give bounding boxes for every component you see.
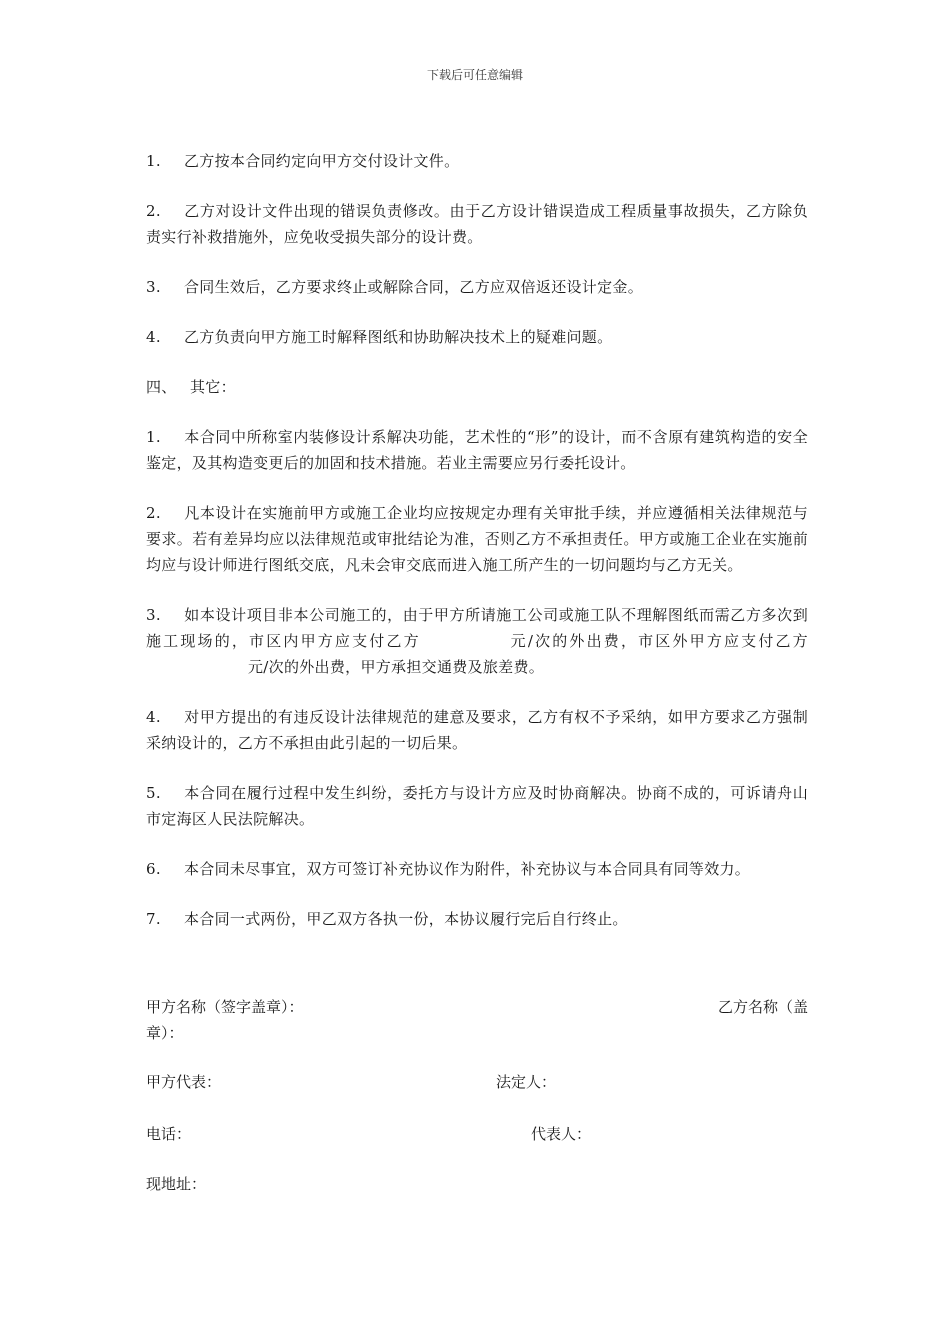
clause-text: 乙方按本合同约定向甲方交付设计文件。 [184, 152, 460, 170]
clause-number: 1. [146, 152, 161, 170]
clause-item [146, 500, 808, 578]
clause-item [146, 148, 808, 174]
clause-text: 本合同在履行过程中发生纠纷，委托方与设计方应及时协商解决。协商不成的，可诉请舟山市定海区人民法院解决。 [146, 784, 808, 828]
clause-item [146, 424, 808, 476]
clause-text: 对甲方提出的有违反设计法律规范的建意及要求，乙方有权不予采纳，如甲方要求乙方强制采纳设计的，乙方不承担由此引起的一切后果。 [146, 708, 808, 752]
clause-text: 凡本设计在实施前甲方或施工企业均应按规定办理有关审批手续，并应遵循相关法律规范与要求。若有差异均应以法律规范或审批结论为准，否则乙方不承担责任。甲方或施工企业在实施前均应与设计师进行图纸交底，凡未会审交底而进入施工所产生的一切问题均与乙方无关。 [146, 504, 808, 574]
clause-text: 乙方对设计文件出现的错误负责修改。由于乙方设计错误造成工程质量事故损失，乙方除负责实行补救措施外，应免收受损失部分的设计费。 [146, 202, 808, 246]
clause-item [146, 274, 808, 300]
clause-number: 4. [146, 708, 161, 726]
signature-party-names [146, 994, 808, 1046]
phone-label: 电话： [146, 1125, 192, 1143]
clause-number: 2. [146, 504, 161, 522]
clause-item [146, 704, 808, 756]
clause-text: 如本设计项目非本公司施工的，由于甲方所请施工公司或施工队不理解图纸而需乙方多次到施工现场的，市区内甲方应支付乙方 [146, 606, 808, 650]
clause-number: 3. [146, 606, 161, 624]
clause-text: 本合同中所称室内装修设计系解决功能，艺术性的“形”的设计，而不含原有建筑构造的安全鉴定，及其构造变更后的加固和技术措施。若业主需要应另行委托设计。 [146, 428, 808, 472]
party-a-representative-label: 甲方代表： [146, 1073, 222, 1091]
representative-label: 代表人： [531, 1125, 592, 1143]
page-header-note: 下载后可任意编辑 [426, 68, 523, 82]
clause-number: 1. [146, 428, 161, 446]
clause-number: 3. [146, 278, 161, 296]
clause-item [146, 856, 808, 882]
clause-item [146, 198, 808, 250]
party-b-name-label-continued: 章）： [146, 1024, 184, 1042]
party-b-name-label: 乙方名称（盖 [717, 998, 808, 1016]
clause-text: 乙方负责向甲方施工时解释图纸和协助解决技术上的疑难问题。 [184, 328, 613, 346]
clause-item [146, 602, 808, 680]
legal-person-label: 法定人： [496, 1073, 557, 1091]
clause-number: 7. [146, 910, 161, 928]
section-title: 其它： [190, 378, 236, 396]
clause-item [146, 780, 808, 832]
address-label: 现地址： [146, 1175, 207, 1193]
contract-body [146, 148, 808, 956]
clause-number: 2. [146, 202, 161, 220]
section-heading [146, 374, 808, 400]
clause-number: 4. [146, 328, 161, 346]
clause-text: 本合同一式两份，甲乙双方各执一份，本协议履行完后自行终止。 [184, 910, 628, 928]
clause-item [146, 324, 808, 350]
clause-number: 5. [146, 784, 161, 802]
clause-text: 合同生效后，乙方要求终止或解除合同，乙方应双倍返还设计定金。 [184, 278, 644, 296]
party-a-name-label: 甲方名称（签字盖章）： [146, 998, 304, 1016]
section-number: 四、 [146, 378, 177, 396]
clause-number: 6. [146, 860, 161, 878]
clause-text: 元/次的外出费，甲方承担交通费及旅差费。 [248, 658, 545, 676]
clause-text: 元/次的外出费，市区外甲方应支付乙方 [508, 632, 808, 650]
clause-item [146, 906, 808, 932]
clause-text: 本合同未尽事宜，双方可签订补充协议作为附件，补充协议与本合同具有同等效力。 [184, 860, 751, 878]
